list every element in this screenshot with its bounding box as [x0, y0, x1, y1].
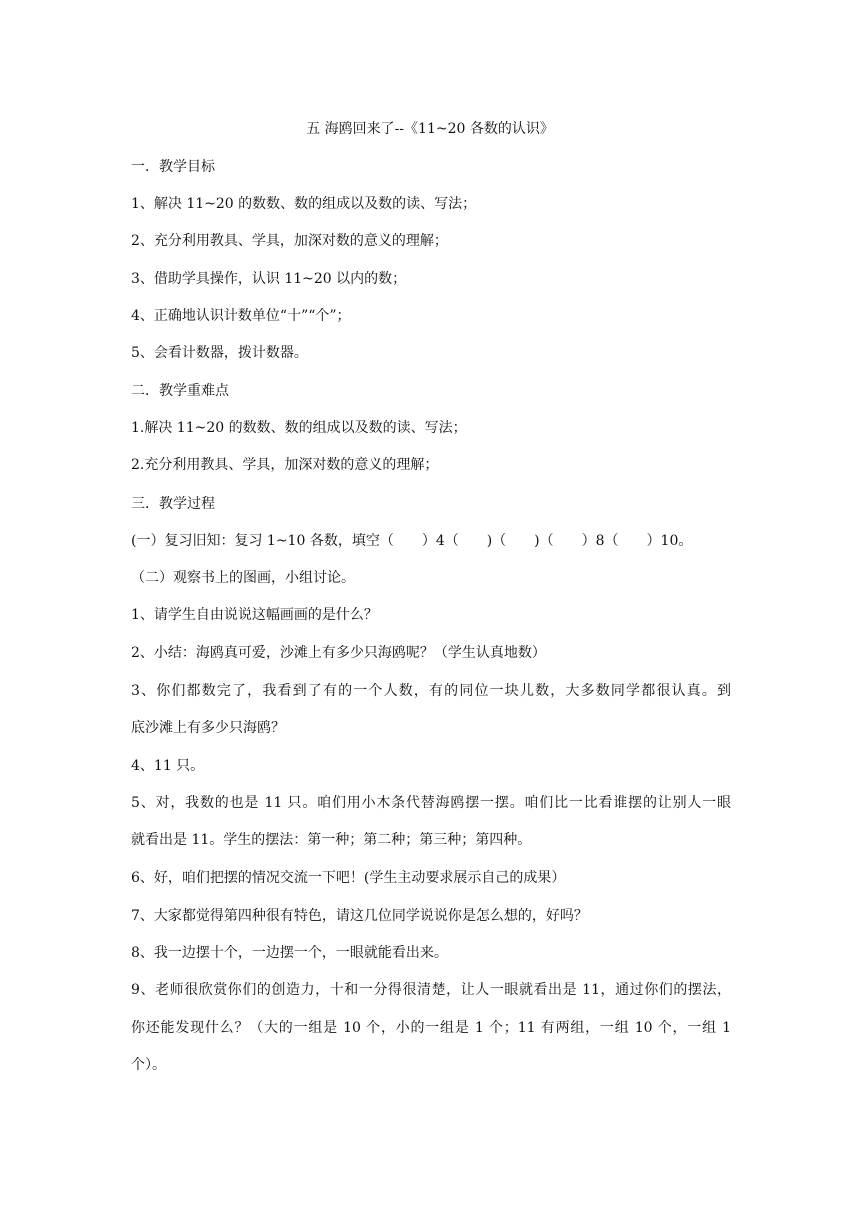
process-step-6: 6、好，咱们把摆的情况交流一下吧！(学生主动要求展示自己的成果） [131, 870, 566, 886]
process-step-9: 9、老师很欣赏你们的创造力，十和一分得很清楚，让人一眼就看出是 11，通过你们的摆法， [131, 982, 731, 998]
process-step-5-continued: 就看出是 11。学生的摆法：第一种；第二种；第三种；第四种。 [131, 832, 532, 848]
process-step-3-continued: 底沙滩上有多少只海鸥？ [131, 720, 285, 736]
key-point-item-1: 1.解决 11~20 的数数、数的组成以及数的读、写法； [131, 420, 467, 436]
process-step-9-continued: 你还能发现什么？（大的一组是 10 个，小的一组是 1 个；11 有两组，一组 10 个，一组 1 [131, 1020, 731, 1036]
objective-item-5: 5、会看计数器，拨计数器。 [131, 345, 308, 361]
key-point-item-2: 2.充分利用教具、学具，加深对数的意义的理解； [131, 457, 439, 473]
process-step-3: 3、你们都数完了，我看到了有的一个人数，有的同位一块儿数，大多数同学都很认真。到 [131, 683, 731, 699]
objective-item-1: 1、解决 11~20 的数数、数的组成以及数的读、写法； [131, 196, 477, 212]
process-step-1: 1、请学生自由说说这幅画画的是什么？ [131, 607, 378, 623]
process-review-line: (一）复习旧知：复习 1~10 各数，填空（ ）4（ )（ )（ ）8（ ）10。 [131, 533, 693, 549]
process-step-7: 7、大家都觉得第四种很有特色，请这几位同学说说你是怎么想的，好吗？ [131, 908, 588, 924]
process-step-8: 8、我一边摆十个，一边摆一个，一眼就能看出来。 [131, 945, 448, 961]
section-heading-key-points: 二．教学重难点 [131, 383, 229, 399]
process-observe-line: （二）观察书上的图画，小组讨论。 [131, 570, 355, 586]
document-title: 五 海鸥回来了--《11~20 各数的认识》 [306, 121, 554, 137]
process-step-9-end: 个）。 [131, 1057, 166, 1073]
section-heading-objectives: 一．教学目标 [131, 159, 215, 175]
objective-item-3: 3、借助学具操作，认识 11~20 以内的数； [131, 271, 407, 287]
process-step-4: 4、11 只。 [131, 758, 205, 774]
process-step-5: 5、对，我数的也是 11 只。咱们用小木条代替海鸥摆一摆。咱们比一比看谁摆的让别人一眼 [131, 795, 731, 811]
process-step-2: 2、小结：海鸥真可爱，沙滩上有多少只海鸥呢？（学生认真地数） [131, 645, 546, 661]
section-heading-process: 三．教学过程 [131, 496, 215, 512]
objective-item-4: 4、正确地认识计数单位“十”“个”； [131, 308, 351, 324]
objective-item-2: 2、充分利用教具、学具，加深对数的意义的理解； [131, 233, 448, 249]
